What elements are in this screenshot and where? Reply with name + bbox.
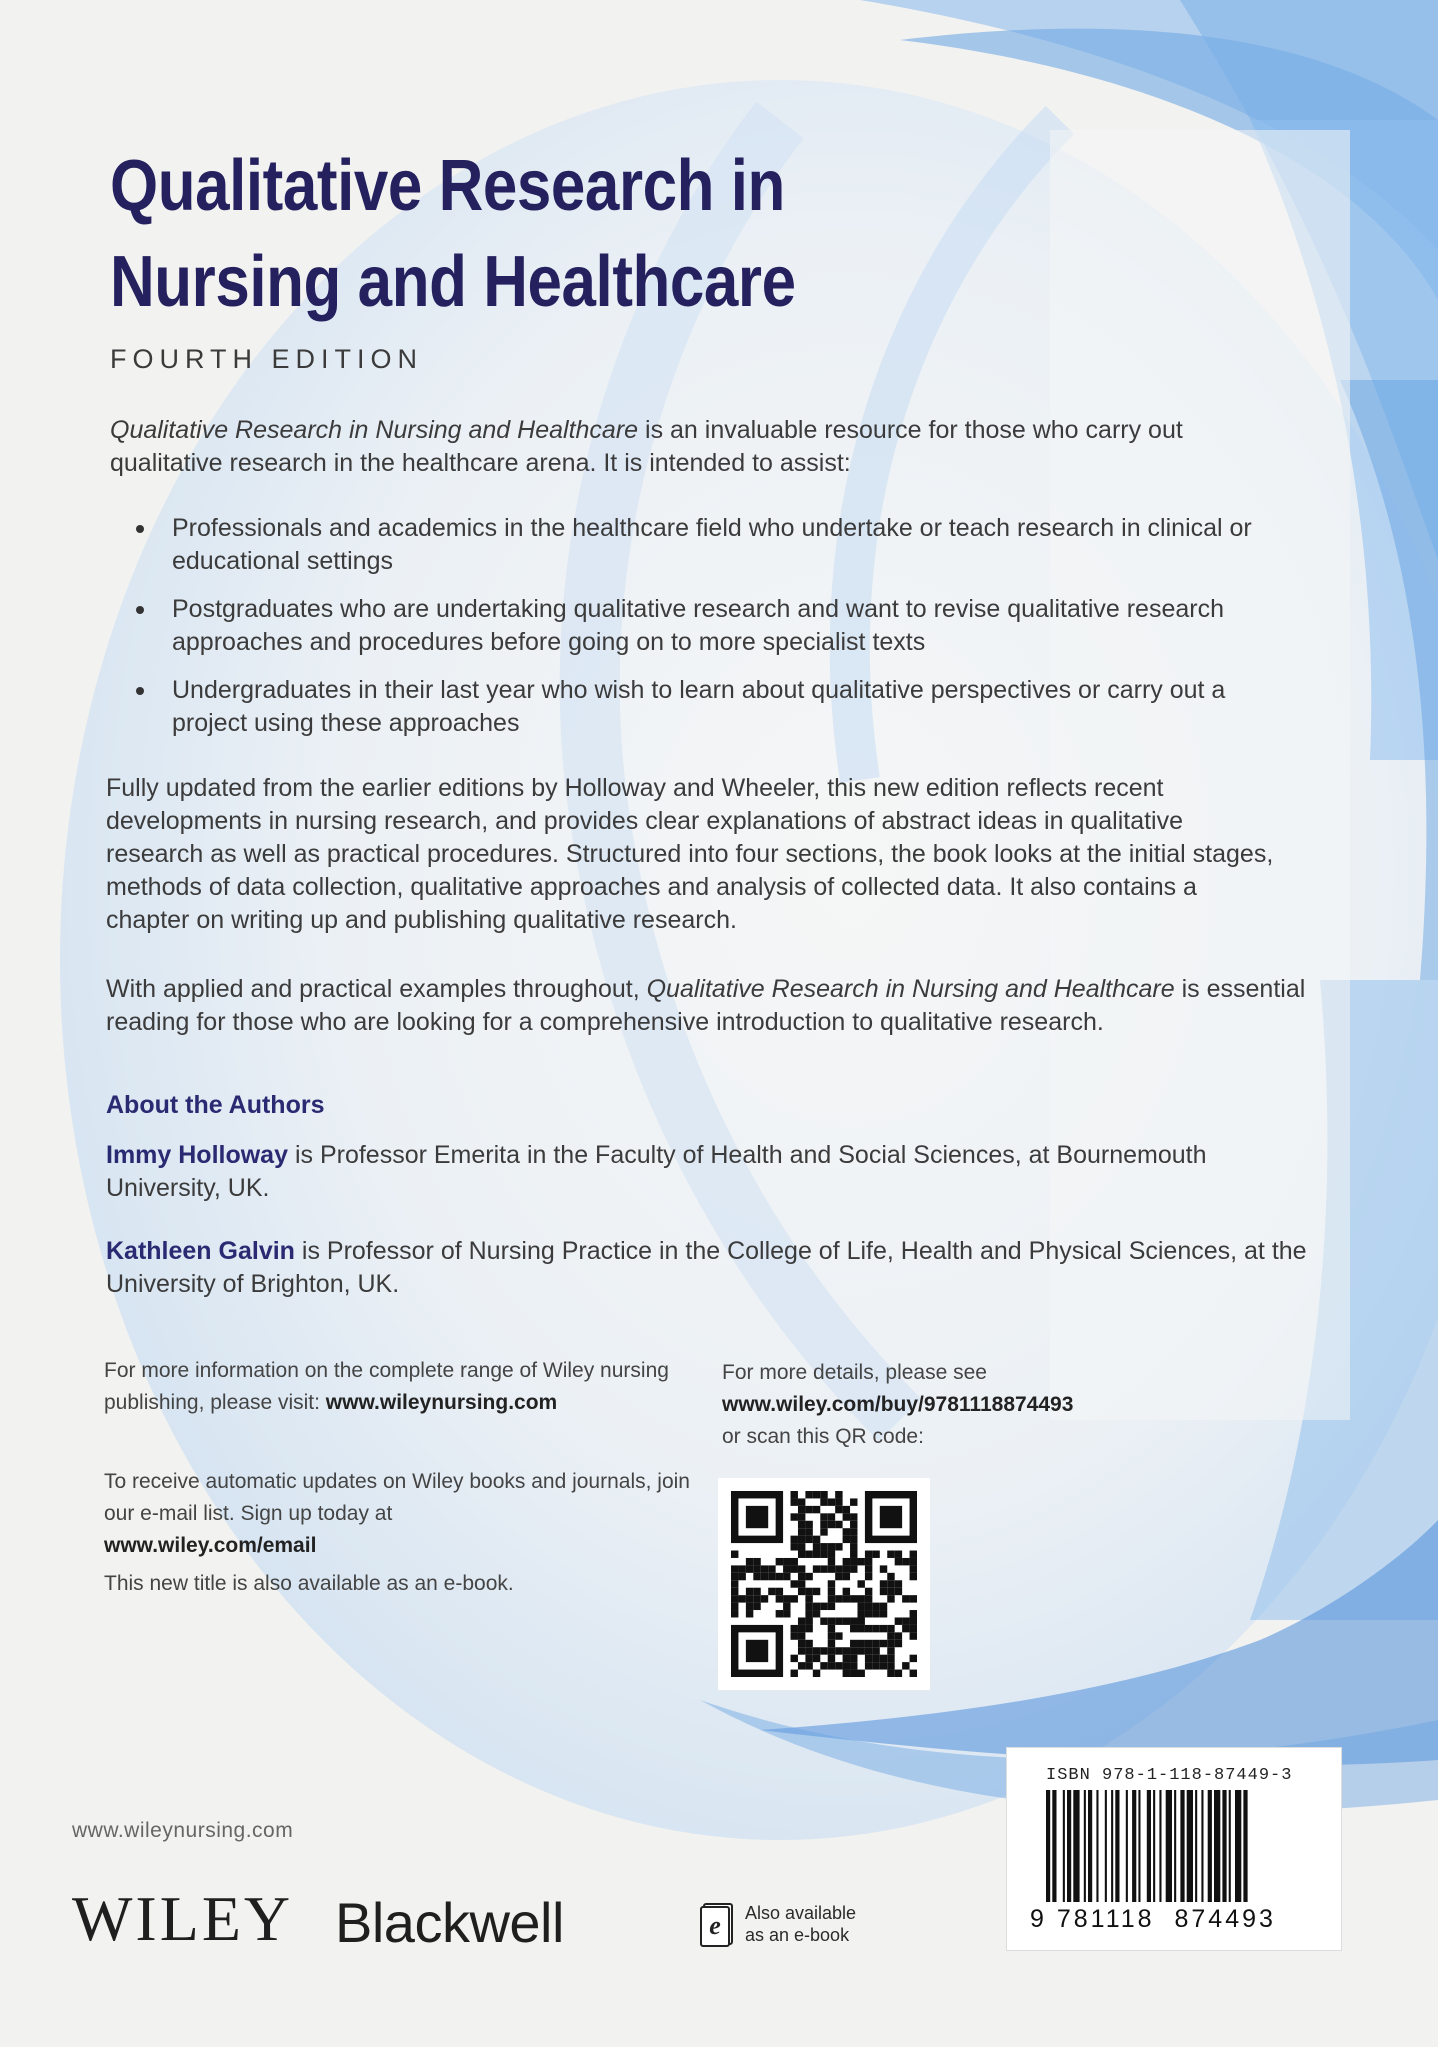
- title-line-2: Nursing and Healthcare: [110, 242, 796, 322]
- wiley-logo: WILEY: [72, 1883, 294, 1954]
- book-title: [110, 138, 884, 330]
- about-authors-heading: About the Authors: [106, 1091, 325, 1119]
- qr-code-icon: [731, 1491, 917, 1677]
- title-line-1: Qualitative Research in: [110, 146, 785, 226]
- author-name: Immy Holloway: [106, 1141, 288, 1169]
- list-item: Professionals and academics in the healthcare field who undertake or teach research in clinical or educational settings: [110, 512, 1290, 578]
- qr-code[interactable]: [718, 1478, 930, 1690]
- list-item: Undergraduates in their last year who wish to learn about qualitative perspectives or carry out a project using these approaches: [110, 674, 1290, 740]
- summary-paragraph: With applied and practical examples throughout, Qualitative Research in Nursing and Healthcare is essential reading for those who are looking for a comprehensive introduction to qualitative research.: [106, 975, 1306, 1036]
- edition-label: FOURTH EDITION: [110, 344, 423, 374]
- email-info: To receive automatic updates on Wiley books and journals, join our e-mail list. Sign up today at www.wiley.com/email: [104, 1470, 690, 1557]
- ebook-note: This new title is also available as an e-book.: [104, 1572, 514, 1595]
- ebook-availability: Also available as an e-book: [745, 1903, 857, 1945]
- bullet-icon: [136, 687, 144, 695]
- wiley-email-link[interactable]: www.wiley.com/email: [104, 1534, 317, 1557]
- details-info: For more details, please see www.wiley.com/buy/9781118874493 or scan this QR code:: [722, 1361, 1074, 1448]
- bullet-icon: [136, 525, 144, 533]
- author-bio: Kathleen Galvin is Professor of Nursing Practice in the College of Life, Health and Physical Sciences, at the University of Brighton, UK.: [106, 1237, 1307, 1298]
- svg-text:e: e: [709, 1911, 721, 1940]
- intro-text: is an invaluable resource for those who carry out qualitative research in the healthcare arena. It is intended to assist:: [110, 416, 1183, 477]
- intro-book-title: Qualitative Research in Nursing and Healthcare: [110, 416, 639, 444]
- blackwell-logo: Blackwell: [335, 1891, 564, 1954]
- range-info: For more information on the complete range of Wiley nursing publishing, please visit: www.wileynursing.com: [104, 1359, 669, 1414]
- audience-list: [110, 512, 1290, 755]
- intro-paragraph: [110, 414, 1260, 480]
- barcode-digits: 9 781118 874493: [1030, 1905, 1276, 1933]
- barcode-icon: [1046, 1790, 1316, 1920]
- description-paragraph: Fully updated from the earlier editions by Holloway and Wheeler, this new edition reflects recent developments in nursing research, and provides clear explanations of abstract ideas in qualitative research as well as practical procedures. Structured into four sections, the book looks at the initial stages, methods of data collection, qualitative approaches and analysis of collected data. It also contains a chapter on writing up and publishing qualitative research.: [106, 774, 1274, 934]
- footer-website: www.wileynursing.com: [72, 1819, 294, 1842]
- isbn-label: ISBN 978-1-118-87449-3: [1046, 1766, 1293, 1785]
- list-item: Postgraduates who are undertaking qualitative research and want to revise qualitative research approaches and procedures before going on to more specialist texts: [110, 593, 1290, 659]
- author-name: Kathleen Galvin: [106, 1237, 295, 1265]
- author-bio: Immy Holloway is Professor Emerita in the Faculty of Health and Social Sciences, at Bournemouth University, UK.: [106, 1141, 1207, 1202]
- bullet-icon: [136, 606, 144, 614]
- buy-link[interactable]: www.wiley.com/buy/9781118874493: [722, 1393, 1074, 1416]
- wileynursing-link[interactable]: www.wileynursing.com: [325, 1391, 558, 1414]
- ebook-icon: [700, 1903, 734, 1947]
